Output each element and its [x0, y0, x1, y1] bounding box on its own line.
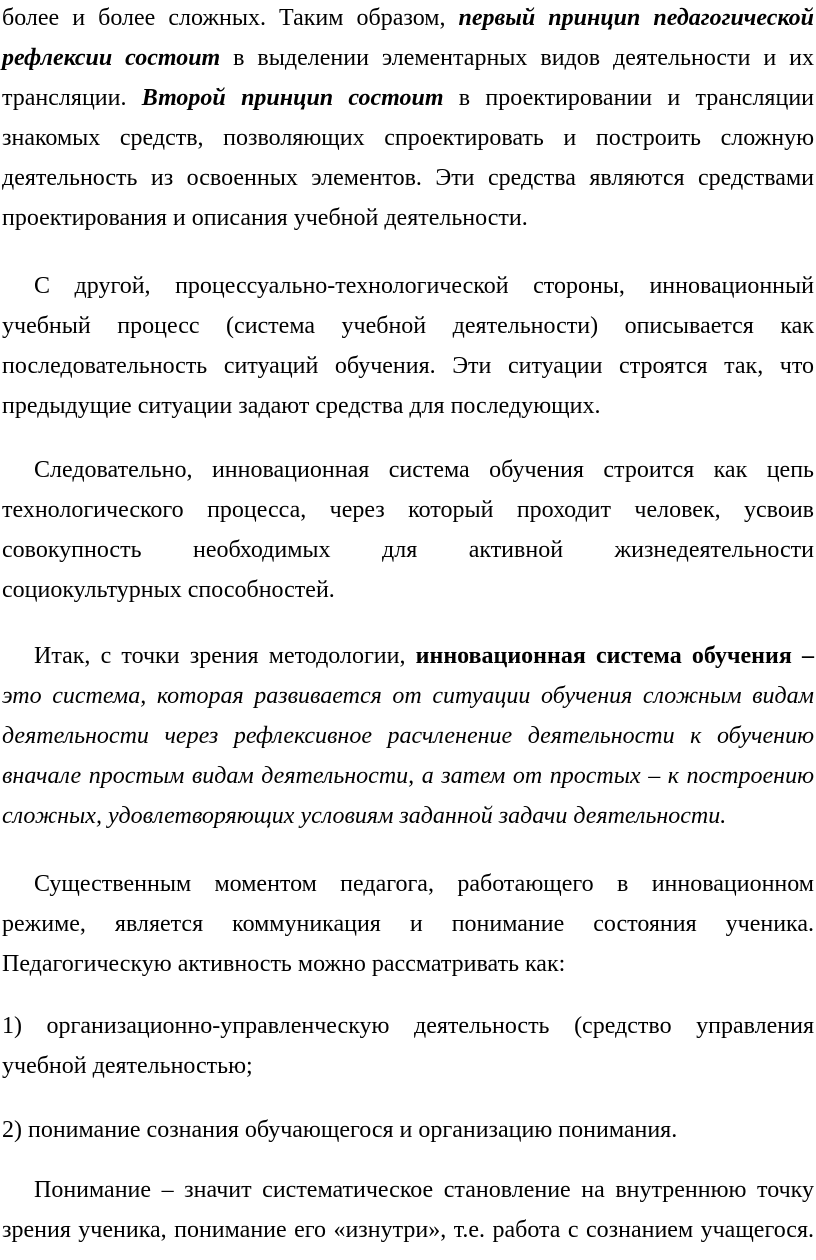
emphasis-text: рефлексии состоит — [2, 45, 221, 71]
emphasis-text: Второй принцип состоит — [141, 85, 444, 111]
text-line: учебной деятельностью; — [2, 1053, 253, 1079]
emphasis-text: первый принцип педагогической — [458, 5, 814, 31]
text-line: последовательность ситуаций обучения. Эти ситуации строятся так, что — [2, 353, 814, 379]
text-line: Педагогическую активность можно рассматривать как: — [2, 951, 566, 977]
text-line: Следовательно, инновационная система обучения строится как цепь — [34, 457, 814, 483]
paragraph-communication — [2, 864, 814, 984]
text-line: режиме, является коммуникация и понимание состояния ученика. — [2, 911, 814, 937]
text-line: С другой, процессуально-технологической стороны, инновационный — [34, 273, 814, 299]
paragraph-understanding — [2, 1170, 814, 1250]
text-line: 1) организационно-управленческую деятельность (средство управления — [2, 1013, 814, 1039]
text-line — [2, 78, 814, 118]
bold-term: инновационная система обучения – — [415, 643, 814, 669]
text-line: социокультурных способностей. — [2, 577, 335, 603]
text-line: совокупность необходимых для активной жизнедеятельности — [2, 537, 814, 563]
text-line: Существенным моментом педагога, работающего в инновационном — [34, 871, 814, 897]
list-item-1 — [2, 1006, 814, 1086]
text-run: более и более сложных. Таким образом, — [2, 5, 459, 31]
paragraph-consequently — [2, 450, 814, 610]
text-line: предыдущие ситуации задают средства для последующих. — [2, 393, 601, 419]
text-line: Понимание – значит систематическое становление на внутреннюю точку — [34, 1177, 814, 1203]
text-line: деятельность из освоенных элементов. Эти средства являются средствами — [2, 165, 814, 191]
text-run: Итак, с точки зрения методологии, — [34, 643, 416, 669]
italic-text-line: это система, которая развивается от ситуации обучения сложным видам — [2, 683, 814, 709]
text-line: зрения ученика, понимание его «изнутри», т.е. работа с сознанием учащегося. — [2, 1217, 814, 1243]
text-line: технологического процесса, через который проходит человек, усвоив — [2, 497, 814, 523]
text-line: учебный процесс (система учебной деятельности) описывается как — [2, 313, 814, 339]
text-run: трансляции. — [2, 85, 142, 111]
text-line: 2) понимание сознания обучающегося и организацию понимания. — [2, 1117, 678, 1143]
text-line: знакомых средств, позволяющих спроектировать и построить сложную — [2, 125, 814, 151]
paragraph-definition — [2, 636, 814, 836]
paragraph-process — [2, 266, 814, 426]
text-run: в проектировании и трансляции — [443, 85, 815, 111]
list-item-2 — [2, 1110, 814, 1150]
text-line — [2, 38, 814, 78]
text-line — [2, 636, 814, 676]
italic-text-line: деятельности через рефлексивное расчленение деятельности к обучению — [2, 723, 814, 749]
text-run: в выделении элементарных видов деятельности и их — [220, 45, 814, 71]
italic-text-line: сложных, удовлетворяющих условиям заданной задачи деятельности. — [2, 803, 727, 829]
paragraph-principles — [2, 0, 814, 238]
italic-text-line: вначале простым видам деятельности, а затем от простых – к построению — [2, 763, 814, 789]
text-line: проектирования и описания учебной деятельности. — [2, 205, 528, 231]
text-line — [2, 0, 814, 38]
